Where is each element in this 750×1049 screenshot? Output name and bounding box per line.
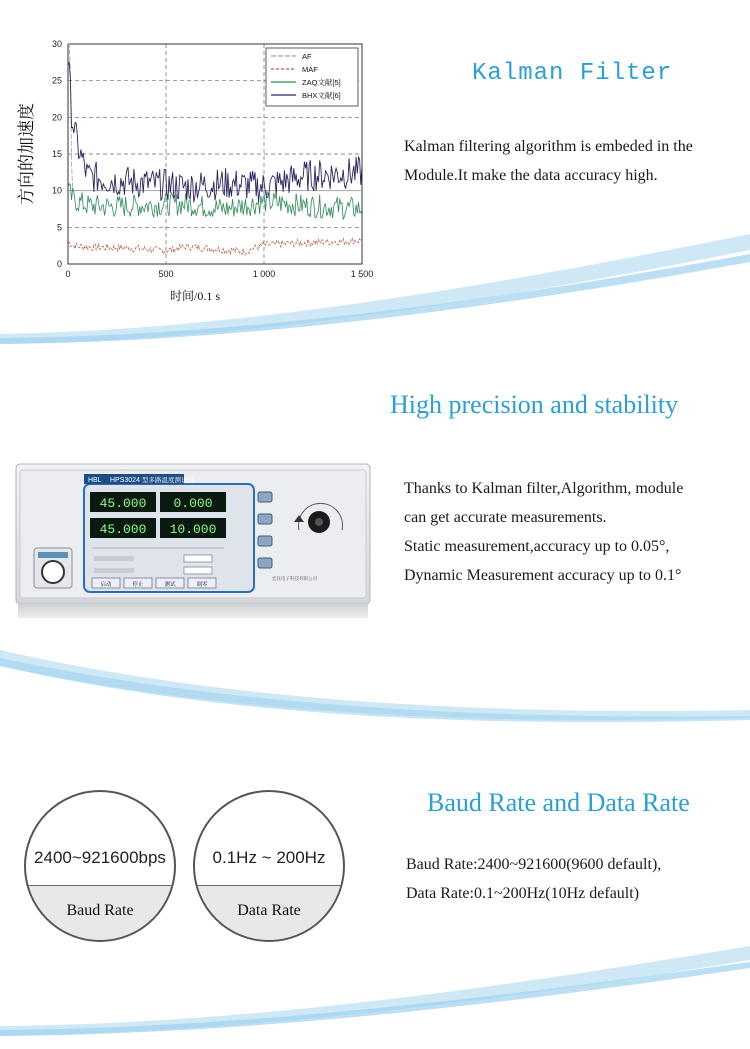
precision-line-3: Static measurement,accuracy up to 0.05°,	[404, 538, 670, 555]
y-tick-label: 5	[56, 222, 62, 233]
baud-rate-circle	[24, 790, 176, 942]
precision-title: High precision and stability	[390, 390, 679, 419]
y-tick-label: 30	[51, 39, 62, 49]
x-tick-label: 1 500	[350, 269, 374, 279]
baud-title: Baud Rate and Data Rate	[427, 788, 690, 817]
precision-line-4: Dynamic Measurement accuracy up to 0.1°	[404, 567, 682, 584]
x-axis-label: 时间/0.1 s	[169, 289, 221, 303]
y-tick-label: 0	[56, 259, 62, 269]
kalman-title: Kalman Filter	[472, 60, 673, 87]
precision-line-1: Thanks to Kalman filter,Algorithm, module	[404, 480, 684, 497]
kalman-line-2: Module.It make the data accuracy high.	[404, 167, 658, 184]
y-axis-label: 方向的加速度	[17, 103, 37, 205]
kalman-line-1: Kalman filtering algorithm is embeded in the	[404, 138, 693, 155]
device-btn-1: 启动	[100, 582, 112, 588]
data-rate-circle	[193, 790, 345, 942]
device-model: HPS3024	[110, 477, 140, 484]
data-rate-label: Data Rate	[237, 902, 301, 919]
device-btn-3: 测试	[164, 582, 176, 588]
baud-line-2: Data Rate:0.1~200Hz(10Hz default)	[406, 885, 640, 902]
baud-line-1: Baud Rate:2400~921600(9600 default),	[406, 856, 662, 873]
legend-label: ZAQ文献[5]	[302, 78, 341, 87]
reading-1: 45.000	[99, 496, 147, 511]
y-tick-label: 20	[51, 112, 62, 123]
baud-description	[406, 850, 661, 908]
legend-label: MAF	[302, 65, 318, 74]
wave-divider-2	[0, 636, 750, 736]
x-tick-label: 1 000	[252, 269, 276, 279]
legend-label: AF	[302, 52, 312, 61]
device-btn-4: 调零	[196, 582, 208, 588]
tester-device-image	[14, 462, 372, 622]
x-tick-label: 0	[65, 269, 71, 279]
x-tick-label: 500	[158, 269, 174, 279]
y-tick-label: 15	[51, 149, 62, 159]
y-tick-label: 10	[51, 185, 62, 196]
reading-2: 0.000	[173, 496, 213, 511]
device-btn-2: 停止	[132, 582, 144, 588]
wave-divider-3	[0, 940, 750, 1040]
device-brand: HBL	[88, 477, 102, 484]
baud-rate-value: 2400~921600bps	[34, 848, 166, 867]
precision-description	[404, 474, 683, 590]
reading-4: 10.000	[169, 522, 217, 537]
legend-label: BHX文献[6]	[302, 91, 341, 100]
data-rate-value: 0.1Hz ~ 200Hz	[212, 848, 326, 867]
device-name: 型多路温度测试仪	[142, 477, 194, 484]
y-tick-label: 25	[51, 75, 62, 86]
kalman-description	[404, 132, 693, 190]
device-maker: 宏钰电子科技有限公司	[272, 576, 317, 581]
wave-divider-1	[0, 220, 750, 350]
precision-line-2: can get accurate measurements.	[404, 509, 607, 526]
baud-rate-label: Baud Rate	[66, 902, 134, 919]
reading-3: 45.000	[99, 522, 147, 537]
